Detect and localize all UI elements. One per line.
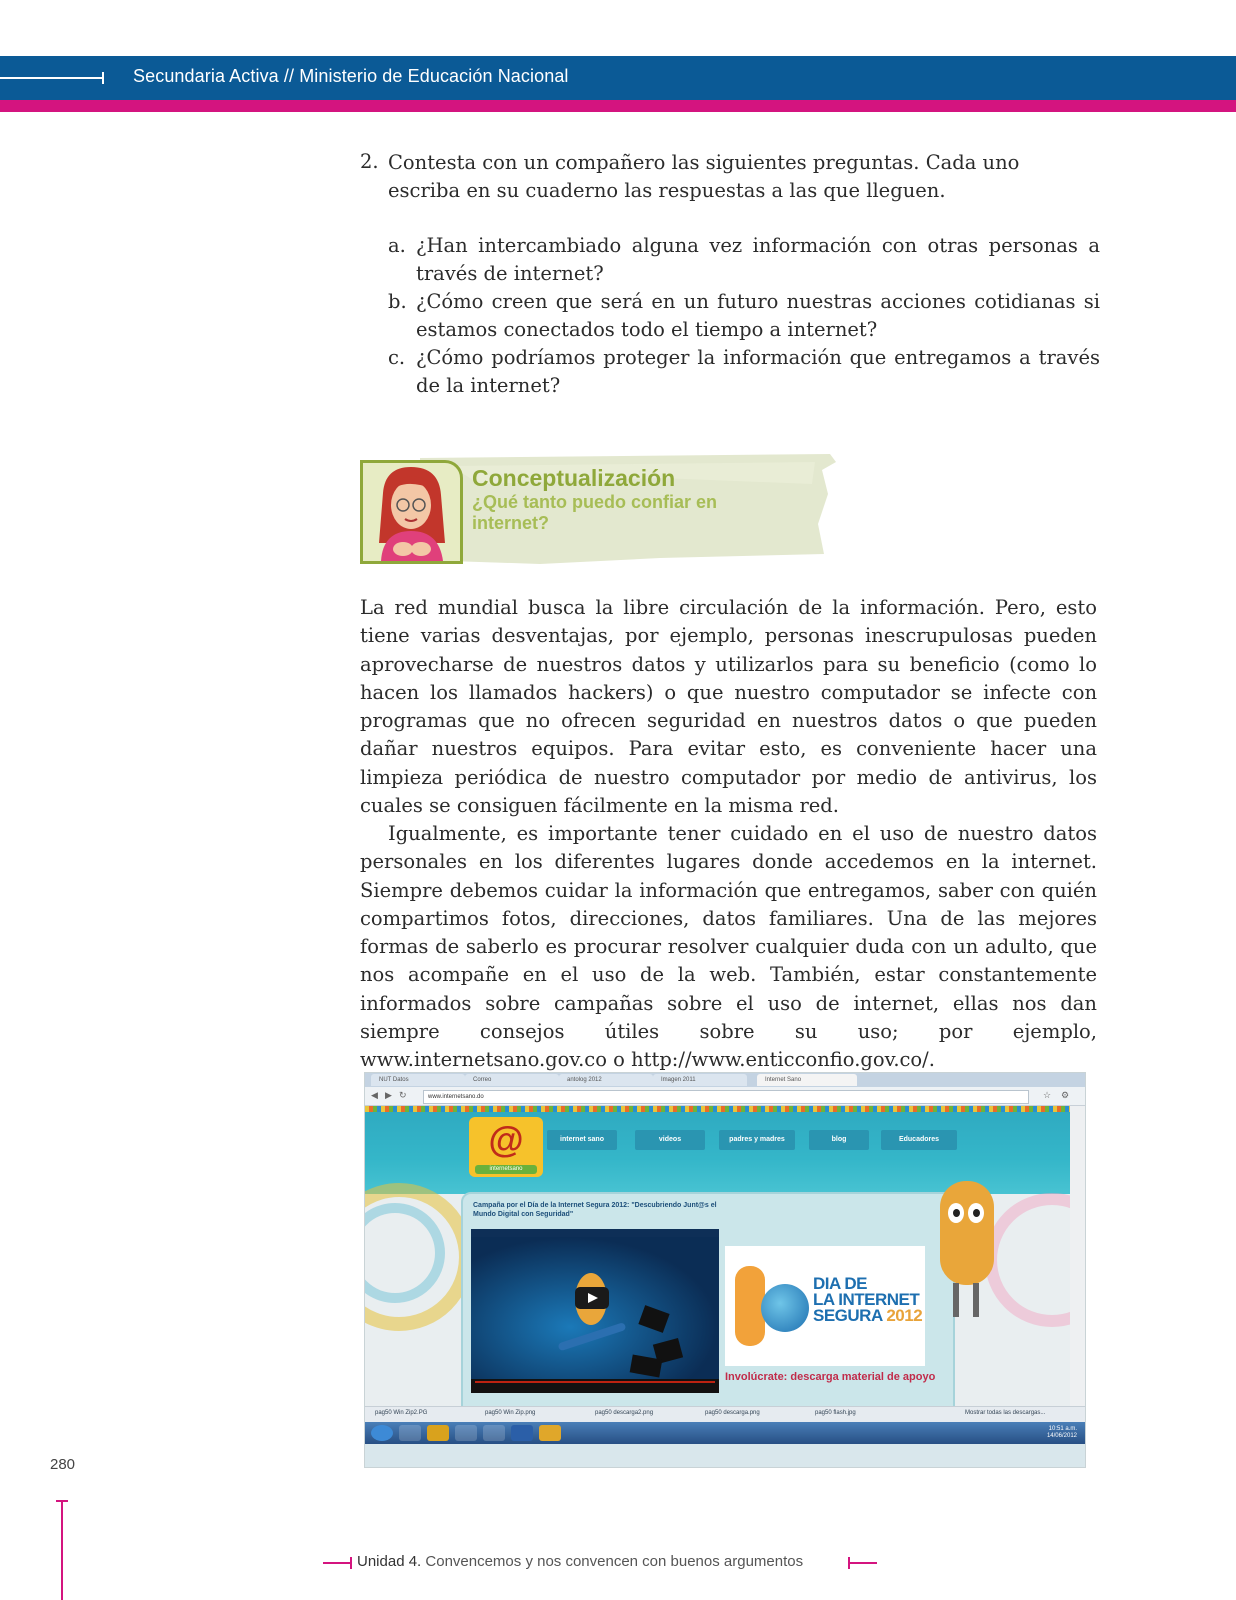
page-number: 280 (50, 1456, 76, 1473)
app-icon[interactable] (539, 1425, 561, 1441)
reload-icon[interactable]: ↻ (399, 1090, 407, 1100)
question-item-c (388, 344, 1100, 400)
promo-line: SEGURA (813, 1306, 883, 1325)
girl-avatar-icon (363, 463, 460, 561)
footer-rule-right (849, 1562, 877, 1564)
video-controls[interactable] (471, 1379, 719, 1393)
footer-vertical-rule (61, 1500, 63, 1600)
wrench-icon[interactable]: ⚙ (1061, 1090, 1070, 1100)
avatar (360, 460, 463, 564)
promo-line: DIA DE (813, 1274, 867, 1293)
safer-internet-day-promo[interactable] (725, 1246, 925, 1366)
chrome-icon[interactable] (427, 1425, 449, 1441)
browser-tab[interactable]: antolog 2012 (559, 1074, 653, 1086)
internet-sano-screenshot (364, 1072, 1086, 1468)
promo-line: LA INTERNET (813, 1290, 920, 1309)
footer-rule-tick (56, 1500, 68, 1502)
item-letter: b. (388, 290, 407, 313)
browser-tab[interactable]: Imagen 2011 (653, 1074, 747, 1086)
mascot-pupil (953, 1209, 960, 1217)
site-nav-item[interactable]: internet sano (547, 1130, 617, 1150)
unit-label: Unidad 4. (357, 1553, 422, 1570)
download-item[interactable]: pag50 Win Zip2.PG (375, 1410, 428, 1416)
mascot-leg (953, 1283, 959, 1317)
video-player[interactable] (471, 1229, 719, 1393)
paragraph-2: Igualmente, es importante tener cuidado en el uso de nuestro datos personales en los diferentes lugares donde accedemos en la internet. Siempre debemos cuidar la información que entregamos, saber con quién compartimos fotos, direcciones, datos familiares. Una de las mejores formas de saberlo es procurar resolver cualquier duda con un adulto, que nos acompañe en el uso de la web. También, estar constantemente informados sobre campañas sobre el uso de internet, ellas nos dan siempre consejos útiles sobre su uso; por ejemplo, www.internetsano.gov.co o http://www.enticconfio.gov.co/. (360, 822, 1097, 1072)
play-button[interactable] (575, 1287, 609, 1309)
ie-icon[interactable] (399, 1425, 421, 1441)
folder-icon[interactable] (483, 1425, 505, 1441)
question-item-a (388, 232, 1100, 288)
word-icon[interactable] (511, 1425, 533, 1441)
download-item[interactable]: pag50 flash.jpg (815, 1410, 856, 1416)
downloads-bar (365, 1406, 1085, 1423)
internetsano-logo[interactable] (469, 1117, 543, 1177)
download-material-link[interactable]: Involúcrate: descarga material de apoyo (725, 1371, 936, 1383)
header-rule (0, 77, 104, 79)
mascot-eye (948, 1203, 964, 1223)
banner-title: Conceptualización (472, 465, 676, 491)
start-button-icon[interactable] (371, 1425, 393, 1441)
at-sign-icon: @ (488, 1119, 524, 1160)
site-nav-item[interactable]: padres y madres (719, 1130, 795, 1150)
show-all-downloads-link[interactable]: Mostrar todas las descargas... (965, 1410, 1046, 1416)
mascot-leg (973, 1283, 979, 1317)
site-nav-item[interactable]: blog (809, 1130, 869, 1150)
campaign-title: Campaña por el Día de la Internet Segura 2012: "Descubriendo Junt@s el Mundo Digital con Seguridad" (473, 1202, 717, 1218)
header-magenta-stripe (0, 100, 1236, 112)
star-icon[interactable]: ☆ (1043, 1090, 1052, 1100)
mascot-icon (940, 1181, 994, 1285)
play-icon (588, 1293, 598, 1303)
conceptualization-banner (360, 454, 840, 564)
question-item-b (388, 288, 1100, 344)
item-text: ¿Cómo podríamos proteger la información que entregamos a través de la internet? (416, 346, 1100, 397)
taskbar-clock: 10:51 a.m. 14/06/2012 (1046, 1426, 1077, 1439)
promo-year: 2012 (886, 1306, 923, 1325)
media-icon[interactable] (455, 1425, 477, 1441)
header-rule-tick (102, 72, 104, 84)
item-text: ¿Han intercambiado alguna vez información con otras personas a través de internet? (416, 234, 1100, 285)
campaign-panel (461, 1192, 955, 1421)
paragraph-1: La red mundial busca la libre circulación de la información. Pero, esto tiene varias desventajas, por ejemplo, personas inescrupulosas pueden aprovecharse de nuestros datos y utilizarlos para su beneficio (como lo hacen los llamados hackers) o que nuestro computador se infecte con programas que no ofrecen seguridad en nuestros datos o que pueden dañar nuestros equipos. Para evitar esto, es conveniente hacer una limpieza periódica de nuestro computador por medio de antivirus, los cuales se consiguen fácilmente en la misma red. (360, 596, 1097, 818)
video-scene (471, 1229, 719, 1393)
item-letter: c. (388, 346, 406, 369)
unit-title: Convencemos y nos convencen con buenos argumentos (425, 1553, 804, 1570)
site-nav-item[interactable]: Educadores (881, 1130, 957, 1150)
browser-tab-bar (365, 1073, 1085, 1087)
mascot-eye (968, 1203, 984, 1223)
browser-address-bar (365, 1087, 1085, 1106)
mascot-pupil (973, 1209, 980, 1217)
question-text: Contesta con un compañero las siguientes preguntas. Cada uno escriba en su cuaderno las respuestas a las que lleguen. (388, 151, 1020, 202)
site-nav-item[interactable]: videos (635, 1130, 705, 1150)
windows-taskbar (365, 1422, 1085, 1444)
browser-tab-active[interactable]: Internet Sano (757, 1074, 857, 1086)
browser-tab[interactable]: Correo (465, 1074, 559, 1086)
page-scrollbar[interactable] (1070, 1106, 1085, 1434)
item-letter: a. (388, 234, 406, 257)
download-item[interactable]: pag50 Win Zip.png (485, 1410, 536, 1416)
header-title: Secundaria Activa // Ministerio de Educación Nacional (133, 66, 569, 86)
promo-title (813, 1276, 922, 1324)
url-input[interactable]: www.internetsano.do (423, 1090, 1029, 1104)
download-item[interactable]: pag50 descarga2.png (595, 1410, 654, 1416)
browser-tab[interactable]: NUT Datos (371, 1074, 465, 1086)
download-item[interactable]: pag50 descarga.png (705, 1410, 760, 1416)
video-progress[interactable] (475, 1381, 715, 1383)
question-number: 2. (360, 150, 379, 173)
logo-text: internetsano (475, 1165, 537, 1174)
back-icon[interactable]: ◀ (371, 1090, 378, 1100)
forward-icon[interactable]: ▶ (385, 1090, 392, 1100)
footer-rule-left (323, 1562, 351, 1564)
item-text: ¿Cómo creen que será en un futuro nuestras acciones cotidianas si estamos conectados todo el tiempo a internet? (416, 290, 1100, 341)
footer-unit-title (357, 1553, 803, 1570)
footer-tick-left (350, 1557, 352, 1569)
site-color-stripe (365, 1106, 1070, 1112)
banner-subtitle: ¿Qué tanto puedo confiar en internet? (472, 492, 718, 533)
globe-icon (761, 1284, 809, 1332)
